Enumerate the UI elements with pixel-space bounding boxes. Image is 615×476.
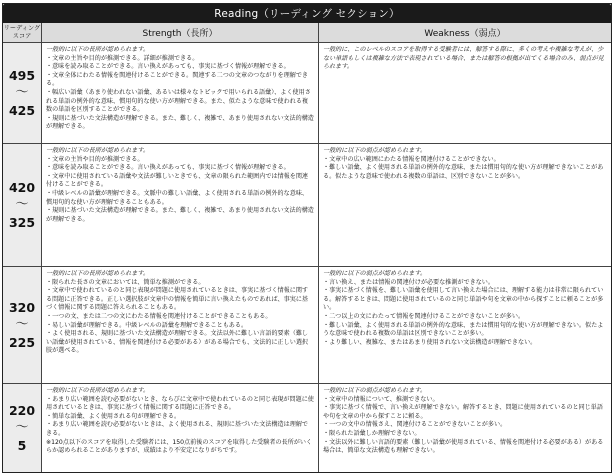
list-item: ・簡単な語彙、よく使用される句が理解できる。: [46, 412, 181, 420]
intro-line: 一般的に以下の弱点が認められます。: [323, 387, 427, 394]
intro-line: 一般的に以下の弱点が認められます。: [323, 270, 427, 277]
intro-line: 一般的に、このレベルのスコアを取得する受験者には、解答する際に、多くの考えや複雑な考えが、少ない単語もしくは複雑な方法で表現されている場合、または解答の根拠が出てくる場合のみ、弱点が見られます。: [323, 46, 604, 71]
list-item: ・より難しい、複雑な、またはあまり使用されない文法構造が理解できない。: [323, 338, 537, 346]
intro-line: 一般的に以下の長所が認められます。: [46, 46, 150, 53]
score-low: 5: [17, 438, 27, 453]
score-low: 225: [8, 335, 36, 350]
score-range-cell: [3, 144, 42, 267]
list-item: ・あまり広い範囲を読む必要がないときは、よく使用される、規則に基づいた文法構造は理解できる。: [46, 421, 309, 437]
score-range-cell: [3, 43, 42, 144]
strength-cell: [42, 384, 319, 472]
list-item: ・二つ以上の文にわたって情報を関連付けることができないことが多い。: [323, 312, 525, 320]
table-grid: [3, 23, 611, 472]
score-tilde: ～: [15, 197, 29, 212]
list-item: ・一つの文、または二つの文にわたる情報を関連付けることができることもある。: [46, 312, 272, 320]
weakness-cell: [319, 384, 611, 472]
list-item: ・文章全体にわたる情報を関連付けることができる。関連する二つの文章のつながりを理解できる。: [46, 71, 309, 88]
score-column-header: [3, 23, 42, 43]
intro-line: 一般的に以下の弱点が認められます。: [323, 147, 427, 154]
weakness-cell: [319, 144, 611, 267]
strength-cell: [42, 144, 319, 267]
list-item: ・規則に基づいた文法構造が理解できる。また、難しく、複雑で、あまり使用されない文法的構造が理解できる。: [46, 114, 314, 131]
weakness-column-header: Weakness（弱点）: [319, 23, 611, 43]
intro-line: 一般的に以下の長所が認められます。: [46, 270, 150, 277]
list-item: ・文章中で使われているのと同じ表現が問題に使用されているときは、事実に基づく情報に関する問題に正答できる。正しい選択肢が文章中の情報を簡単に言い換えたものであれば、事実に基づく情報に関する問題に答えられることもある。: [46, 287, 309, 312]
score-high: 420: [8, 180, 36, 195]
list-item: ・文法以外に難しい言語的要素（難しい語彙が使用されている、情報を関連付ける必要がある）がある場合は、簡単な文法構造も理解できない。: [323, 438, 604, 455]
score-tilde: ～: [15, 317, 29, 332]
list-item: ・一つの文中の情報さえ、関連付けることができないことが多い。: [323, 421, 507, 429]
list-item: ・文章中に使用されている語彙や文法が難しいときでも、文章の限られた範囲内では情報を関連付けることができる。: [46, 172, 309, 189]
list-item: ・規則に基づいた文法構造が理解できる。また、難しく、複雑で、あまり使用されない文法的構造が理解できる。: [46, 207, 314, 223]
list-item: ・文章中の広い範囲にわたる情報を関連付けることができない。: [323, 155, 500, 163]
list-item: ・幅広い語彙（あまり使われない語彙、あるいは様々なトピックで用いられる語彙）、よく使用される単語の例外的な意味、慣用句的な使い方が理解できる。また、似たような意味で使われる複数の単語を区別することができる。: [46, 88, 311, 114]
strength-cell: [42, 267, 319, 384]
list-item: ・限られた語彙しか理解できない。: [323, 429, 421, 437]
table-title: Reading（リーディング セクション）: [3, 4, 611, 23]
strength-cell: [42, 43, 319, 144]
intro-line: 一般的に以下の長所が認められます。: [46, 147, 150, 154]
score-range-cell: [3, 384, 42, 472]
weakness-cell: [319, 267, 611, 384]
list-item: ※120点以下のスコアを取得した受験者には、150点前後のスコアを取得した受験者の長所がいくらか認められることがありますが、成績はより不安定になりがちです。: [46, 438, 313, 455]
list-item: ・文章中の情報について、推測できない。: [323, 395, 439, 403]
list-item: ・易しい語彙が理解できる。中級レベルの語彙を理解できることもある。: [46, 321, 248, 329]
list-item: ・難しい語彙、よく使用される単語の例外的な意味、または慣用句的な使い方が理解できない。似たような意味で使われる複数の単語は区別できないことが多い。: [323, 321, 604, 338]
list-item: ・限られた長さの文章においては、簡単な推測ができる。: [46, 278, 205, 286]
strength-column-header: Strength（長所）: [42, 23, 319, 43]
score-header-line: リーディング: [3, 24, 41, 32]
score-high: 220: [8, 403, 36, 418]
score-range-cell: [3, 267, 42, 384]
list-item: ・意味を読み取ることができる。言い換えがあっても、事実に基づく情報が理解できる。: [46, 164, 290, 172]
score-tilde: ～: [15, 420, 29, 435]
score-low: 325: [8, 215, 36, 230]
list-item: ・よく使用される、規則に基づいた文法構造が理解できる。文法以外に難しい言語的要素（難しい語彙が使用されている、情報を関連付ける必要がある）がある場合でも、文法的に正しい選択肢が選べる。: [46, 330, 309, 355]
list-item: ・事実に基づく情報で、言い換えが理解できない。解答するとき、問題に使用されているのと同じ単語や句を文章の中から探すことに頼る。: [323, 404, 603, 420]
score-tilde: ～: [15, 85, 29, 100]
list-item: ・事実に基づく情報を、難しい語彙を使用して言い換えた場合には、理解する能力は非常に限られている。解答するときは、問題に使用されているのと同じ単語や句を文章の中から探すことに頼ることが多い。: [323, 287, 604, 312]
reading-score-table: [2, 3, 612, 473]
weakness-cell: [319, 43, 611, 144]
score-header-line: スコア: [12, 32, 32, 40]
list-item: ・言い換え、または情報の関連付けが必要な推測ができない。: [323, 278, 494, 286]
list-item: ・意味を読み取ることができる。言い換えがあっても、事実に基づく情報が理解できる。: [46, 63, 290, 71]
list-item: ・中級レベルの語彙が理解できる。文脈中の難しい語彙、よく使用される単語の例外的な意味、慣用句的な使い方が理解できることもある。: [46, 189, 309, 206]
list-item: ・文章の主旨や目的が推測できる。: [46, 155, 144, 163]
score-low: 425: [8, 103, 36, 118]
score-high: 495: [8, 68, 36, 83]
score-high: 320: [8, 300, 36, 315]
list-item: ・難しい語彙、よく使用される単語の例外的な意味、または慣用句的な使い方が理解できないことがある。似たような意味で使われる複数の単語は、区別できないことが多い。: [323, 164, 604, 180]
list-item: ・文章の主旨や目的が推測できる。詳細が推測できる。: [46, 54, 199, 62]
intro-line: 一般的に以下の長所が認められます。: [46, 387, 150, 394]
list-item: ・あまり広い範囲を読む必要がないとき、ならびに文章中で使われているのと同じ表現が問題に使用されているときは、事実に基づく情報に関する問題に正答できる。: [46, 395, 314, 412]
